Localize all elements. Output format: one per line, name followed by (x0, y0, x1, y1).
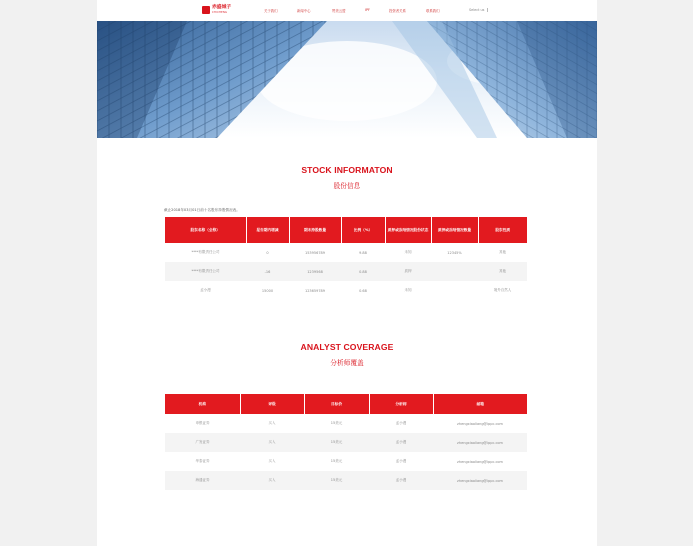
stock-section-subtitle: 股份信息 (333, 182, 361, 190)
email-link[interactable]: zhengxiaoliang@ippc.com (457, 421, 503, 426)
nav-item-ipf[interactable]: IPF (365, 8, 370, 12)
column-header: 评级 (240, 394, 304, 414)
top-navigation-bar (97, 0, 597, 21)
table-cell: 15美元 (330, 459, 343, 463)
table-cell: 孟小漫 (395, 421, 407, 425)
table-cell (431, 262, 478, 281)
hero-banner (97, 21, 597, 138)
table-cell: 孟小漫 (395, 459, 407, 463)
stock-section-title: STOCK INFORMATON (301, 165, 393, 175)
stock-table-note: 截止2018年03月01日前十名股东持股情况表。 (164, 208, 240, 212)
table-cell: 1239568 (289, 262, 341, 281)
table-cell: 质押 (385, 262, 431, 281)
table-cell: -16 (246, 262, 289, 281)
table-cell: 其他 (499, 250, 506, 254)
table-row (165, 452, 527, 471)
table-row (165, 262, 527, 281)
table-cell: 15美元 (330, 421, 343, 425)
email-link[interactable]: zhengxiaoliang@ippc.com (433, 471, 527, 490)
column-header: 股东名称（全称） (165, 217, 246, 243)
table-cell: 0 (266, 250, 269, 255)
table-cell: 其他 (478, 262, 527, 281)
stock-table (165, 217, 527, 300)
table-cell: 未知 (404, 250, 412, 254)
table-cell: 0.68 (359, 288, 367, 293)
table-cell: 申银证券 (195, 421, 210, 425)
table-row (165, 433, 527, 452)
table-cell: 孟小漫 (369, 433, 433, 452)
table-cell: ****有限责任公司 (165, 262, 246, 281)
table-cell: 123659789 (304, 288, 326, 293)
table-cell: 买入 (268, 459, 276, 463)
column-header: 邮箱 (433, 394, 527, 414)
analyst-section-subtitle: 分析师覆盖 (330, 359, 364, 367)
column-header: 报告期内增减 (246, 217, 289, 243)
table-cell: 华泰证券 (195, 459, 210, 463)
table-cell: 海通证券 (165, 471, 240, 490)
column-header: 比例（%） (341, 217, 385, 243)
logo-subtext: CHICHENG (212, 10, 228, 14)
table-cell: 0.88 (341, 262, 385, 281)
table-row (165, 243, 527, 262)
nav-item-about[interactable]: 关于我们 (264, 9, 278, 13)
table-cell: 15美元 (304, 433, 369, 452)
language-divider (487, 8, 488, 12)
analyst-section-title: ANALYST COVERAGE (300, 342, 394, 352)
table-cell: 15000 (261, 288, 274, 293)
table-cell: 未知 (404, 288, 412, 292)
column-header: 期末持股数量 (289, 217, 341, 243)
table-cell: 孟小漫 (369, 471, 433, 490)
analyst-table (165, 394, 527, 490)
email-link[interactable]: zhengxiaoliang@ippc.com (457, 459, 503, 464)
nav-item-alliance[interactable]: 赞美云盟 (332, 9, 346, 13)
column-header: 质押或冻结情况股份状态 (385, 217, 431, 243)
column-header: 质押或冻结情况数量 (431, 217, 478, 243)
column-header: 目标价 (304, 394, 369, 414)
logo-text: 赤盛城子 (212, 5, 232, 10)
table-header-row (165, 394, 527, 414)
page (97, 0, 597, 546)
table-row (165, 281, 527, 300)
nav-item-contact[interactable]: 联系我们 (426, 9, 440, 13)
nav-item-news[interactable]: 新闻中心 (297, 9, 311, 13)
table-cell: 孟小漫 (200, 288, 211, 292)
table-row (165, 414, 527, 433)
table-cell: 买入 (268, 421, 276, 425)
table-cell: 买入 (240, 433, 304, 452)
column-header: 股东性质 (478, 217, 527, 243)
table-cell: 153956789 (304, 250, 326, 255)
table-cell: 9.88 (359, 250, 367, 255)
logo-icon (202, 6, 210, 14)
logo[interactable] (202, 6, 231, 14)
table-cell: 12345% (447, 250, 462, 255)
table-cell: ****有限责任公司 (191, 250, 220, 254)
column-header: 分析师 (369, 394, 433, 414)
table-cell: 买入 (240, 471, 304, 490)
column-header: 机构 (165, 394, 240, 414)
table-cell: 广发证券 (165, 433, 240, 452)
email-link[interactable]: zhengxiaoliang@ippc.com (433, 433, 527, 452)
table-cell: 15美元 (304, 471, 369, 490)
table-cell: 境外自然人 (493, 288, 512, 292)
language-selector[interactable]: Select us (469, 8, 485, 12)
table-header-row (165, 217, 527, 243)
skyscraper-image (97, 21, 597, 138)
table-row (165, 471, 527, 490)
table-cell (431, 281, 478, 300)
nav-item-investor-relations[interactable]: 投资者关系 (389, 9, 406, 13)
